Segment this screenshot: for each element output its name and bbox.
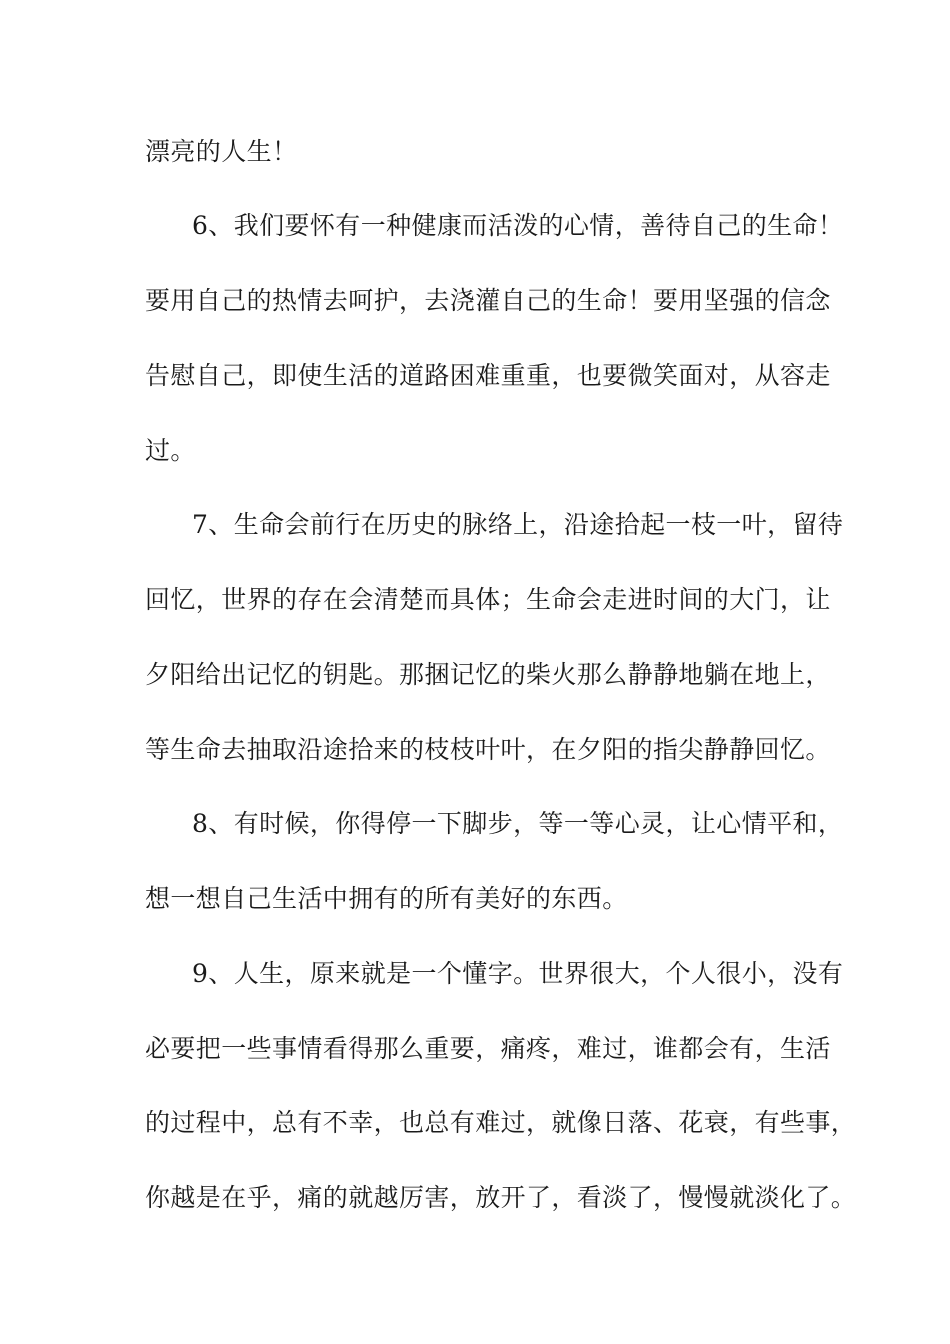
- text-line: 漂亮的人生！: [145, 137, 298, 166]
- paragraph-8-line: 8、有时候，你得停一下脚步，等一等心灵，让心情平和，: [192, 809, 844, 838]
- text-line: 必要把一些事情看得那么重要，痛疼，难过，谁都会有，生活: [145, 1034, 831, 1063]
- paragraph-6-line: 6、我们要怀有一种健康而活泼的心情，善待自己的生命！: [192, 211, 844, 240]
- text-line: 要用自己的热情去呵护，去浇灌自己的生命！要用坚强的信念: [145, 286, 831, 315]
- text-line: 夕阳给出记忆的钥匙。那捆记忆的柴火那么静静地躺在地上，: [145, 660, 831, 689]
- text-line: 想一想自己生活中拥有的所有美好的东西。: [145, 884, 628, 913]
- text-line: 的过程中，总有不幸，也总有难过，就像日落、花衰，有些事，: [145, 1108, 857, 1137]
- text-line: 你越是在乎，痛的就越厉害，放开了，看淡了，慢慢就淡化了。: [145, 1183, 857, 1212]
- text-line: 过。: [145, 436, 196, 465]
- text-line: 告慰自己，即使生活的道路困难重重，也要微笑面对，从容走: [145, 361, 831, 390]
- paragraph-9-line: 9、人生，原来就是一个懂字。世界很大，个人很小，没有: [192, 959, 844, 988]
- text-line: 等生命去抽取沿途拾来的枝枝叶叶，在夕阳的指尖静静回忆。: [145, 735, 831, 764]
- text-line: 回忆，世界的存在会清楚而具体；生命会走进时间的大门，让: [145, 585, 831, 614]
- paragraph-7-line: 7、生命会前行在历史的脉络上，沿途拾起一枝一叶，留待: [192, 510, 844, 539]
